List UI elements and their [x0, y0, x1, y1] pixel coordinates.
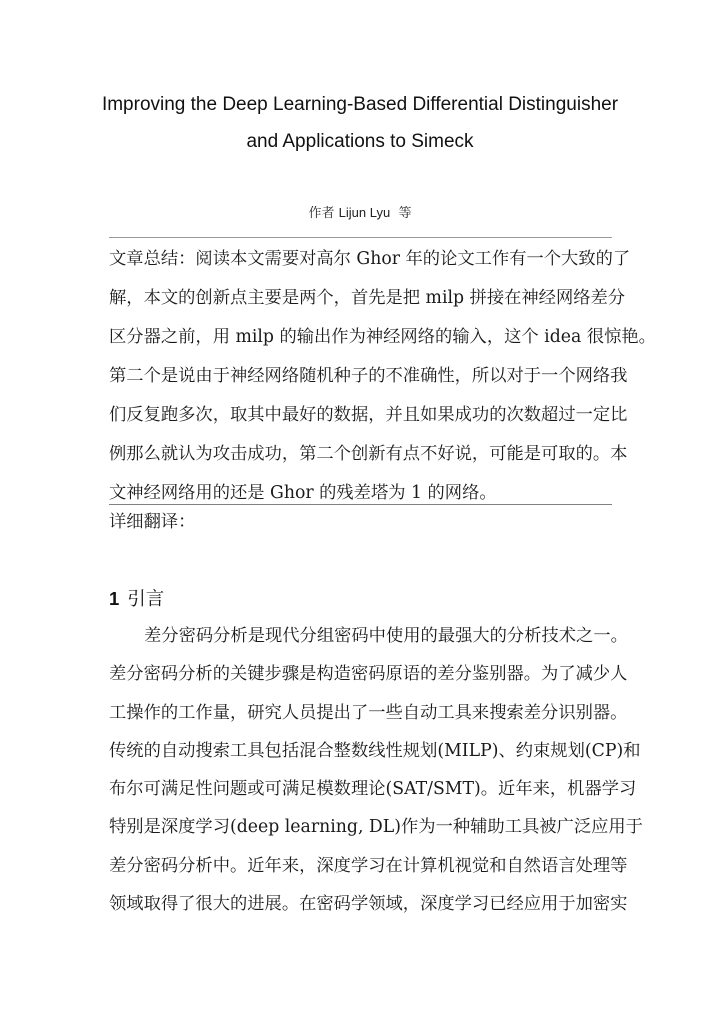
body-line: 差分密码分析是现代分组密码中使用的最强大的分析技术之一。 — [144, 626, 628, 646]
body-line: 差分密码分析中。近年来，深度学习在计算机视觉和自然语言处理等 — [109, 855, 628, 876]
author-prefix: 作者 — [308, 206, 335, 221]
author-line — [0, 202, 720, 221]
paper-title-line-2: and Applications to Simeck — [246, 131, 474, 152]
section-title: 引言 — [127, 589, 165, 610]
summary-bottom-divider — [109, 504, 612, 505]
body-line: 领域取得了很大的进展。在密码学领域，深度学习已经应用于加密实 — [109, 894, 628, 915]
summary-block — [109, 240, 656, 513]
body-line: 特别是深度学习(deep learning, DL)作为一种辅助工具被广泛应用于 — [109, 817, 643, 838]
summary-line: 第二个是说由于神经网络随机种子的不准确性，所以对于一个网络我 — [109, 366, 628, 386]
summary-top-divider — [109, 237, 612, 238]
section-number: 1 — [109, 588, 120, 609]
body-line: 工操作的工作量，研究人员提出了一些自动工具来搜索差分识别器。 — [109, 702, 628, 723]
summary-line: 文章总结：阅读本文需要对高尔 Ghor 年的论文工作有一个大致的了 — [109, 249, 631, 269]
translation-label: 详细翻译： — [109, 512, 196, 532]
section-heading — [109, 585, 164, 614]
summary-line: 解，本文的创新点主要是两个，首先是把 milp 拼接在神经网络差分 — [109, 288, 626, 308]
summary-line: 们反复跑多次，取其中最好的数据，并且如果成功的次数超过一定比 — [109, 405, 628, 425]
paper-title-line-1: Improving the Deep Learning-Based Differential Distinguisher — [101, 94, 619, 115]
body-line: 差分密码分析的关键步骤是构造密码原语的差分鉴别器。为了减少人 — [109, 664, 628, 685]
summary-line: 区分器之前，用 milp 的输出作为神经网络的输入，这个 idea 很惊艳。 — [109, 327, 656, 347]
author-name: Lijun Lyu — [338, 205, 391, 220]
author-suffix: 等 — [398, 206, 412, 221]
summary-line: 文神经网络用的还是 Ghor 的残差塔为 1 的网络。 — [109, 483, 497, 503]
body-paragraph — [109, 617, 643, 923]
body-line: 传统的自动搜索工具包括混合整数线性规划(MILP)、约束规划(CP)和 — [109, 740, 641, 761]
body-line: 布尔可满足性问题或可满足模数理论(SAT/SMT)。近年来，机器学习 — [109, 779, 637, 800]
summary-line: 例那么就认为攻击成功，第二个创新有点不好说，可能是可取的。本 — [109, 444, 628, 464]
